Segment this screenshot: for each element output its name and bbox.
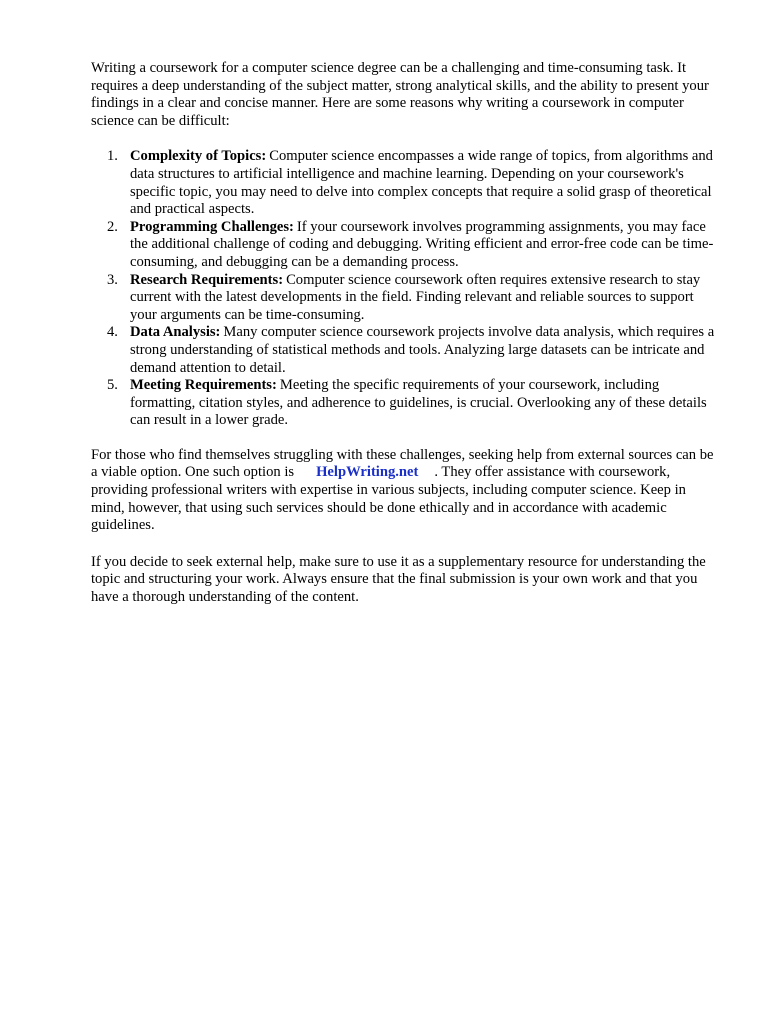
list-item-text: Meeting the specific requirements of your coursework, including formatting, citation styles, and adherence to guidelines, is crucial. Overlooking any of these details can result in a lower grade. xyxy=(130,377,707,429)
list-item-text: Computer science coursework often requires extensive research to stay current with the latest developments in the field. Finding relevant and reliable sources to support your arguments can be time-consuming. xyxy=(130,271,701,323)
list-item-text: If your coursework involves programming assignments, you may face the additional challenge of coding and debugging. Writing efficient and error-free code can be time-consuming, and debugging can be a demanding process. xyxy=(130,218,714,270)
intro-paragraph: Writing a coursework for a computer science degree can be a challenging and time-consuming task. It requires a deep understanding of the subject matter, strong analytical skills, and the ability to present your findings in a clear and concise manner. Here are some reasons why writing a coursework in computer science can be difficult: xyxy=(91,60,709,129)
list-item-number: 4. xyxy=(107,324,118,341)
list-item-number: 5. xyxy=(107,377,118,394)
list-item-number: 1. xyxy=(107,148,118,165)
closing-paragraph: If you decide to seek external help, make sure to use it as a supplementary resource for understanding the topic and structuring your work. Always ensure that the final submission is your own work and that you have a thorough understanding of the content. xyxy=(91,553,706,606)
list-item-number: 2. xyxy=(107,218,118,235)
list-item xyxy=(91,148,719,218)
list-item-number: 3. xyxy=(107,271,118,288)
help-paragraph xyxy=(91,447,719,535)
list-item-text: Many computer science coursework projects involve data analysis, which requires a strong understanding of statistical methods and tools. Analyzing large datasets can be intricate and demand attention to detail. xyxy=(130,324,715,376)
help-text-after: . They offer assistance with coursework, providing professional writers with expertise in various subjects, including computer science. Keep in mind, however, that using such services should be done ethically and in accordance with academic guidelines. xyxy=(91,464,686,534)
list-item-term: Complexity of Topics: xyxy=(130,148,267,165)
list-item xyxy=(91,324,719,377)
list-item-term: Meeting Requirements: xyxy=(130,377,277,394)
list-item-text: Computer science encompasses a wide range of topics, from algorithms and data structures to artificial intelligence and machine learning. Depending on your coursework's specific topic, you may need to delve into complex concepts that require a solid grasp of theoretical and practical aspects. xyxy=(130,148,713,218)
helpwriting-link[interactable]: HelpWriting.net xyxy=(316,464,419,481)
list-item-term: Programming Challenges: xyxy=(130,218,294,235)
difficulties-list xyxy=(91,148,719,430)
list-item xyxy=(91,377,719,430)
list-item-term: Research Requirements: xyxy=(130,271,284,288)
list-item xyxy=(91,272,719,325)
document-body xyxy=(91,60,719,607)
help-text-before: For those who find themselves struggling with these challenges, seeking help from external sources can be a viable option. One such option is xyxy=(91,446,714,481)
list-item xyxy=(91,219,719,272)
list-item-term: Data Analysis: xyxy=(130,324,221,341)
